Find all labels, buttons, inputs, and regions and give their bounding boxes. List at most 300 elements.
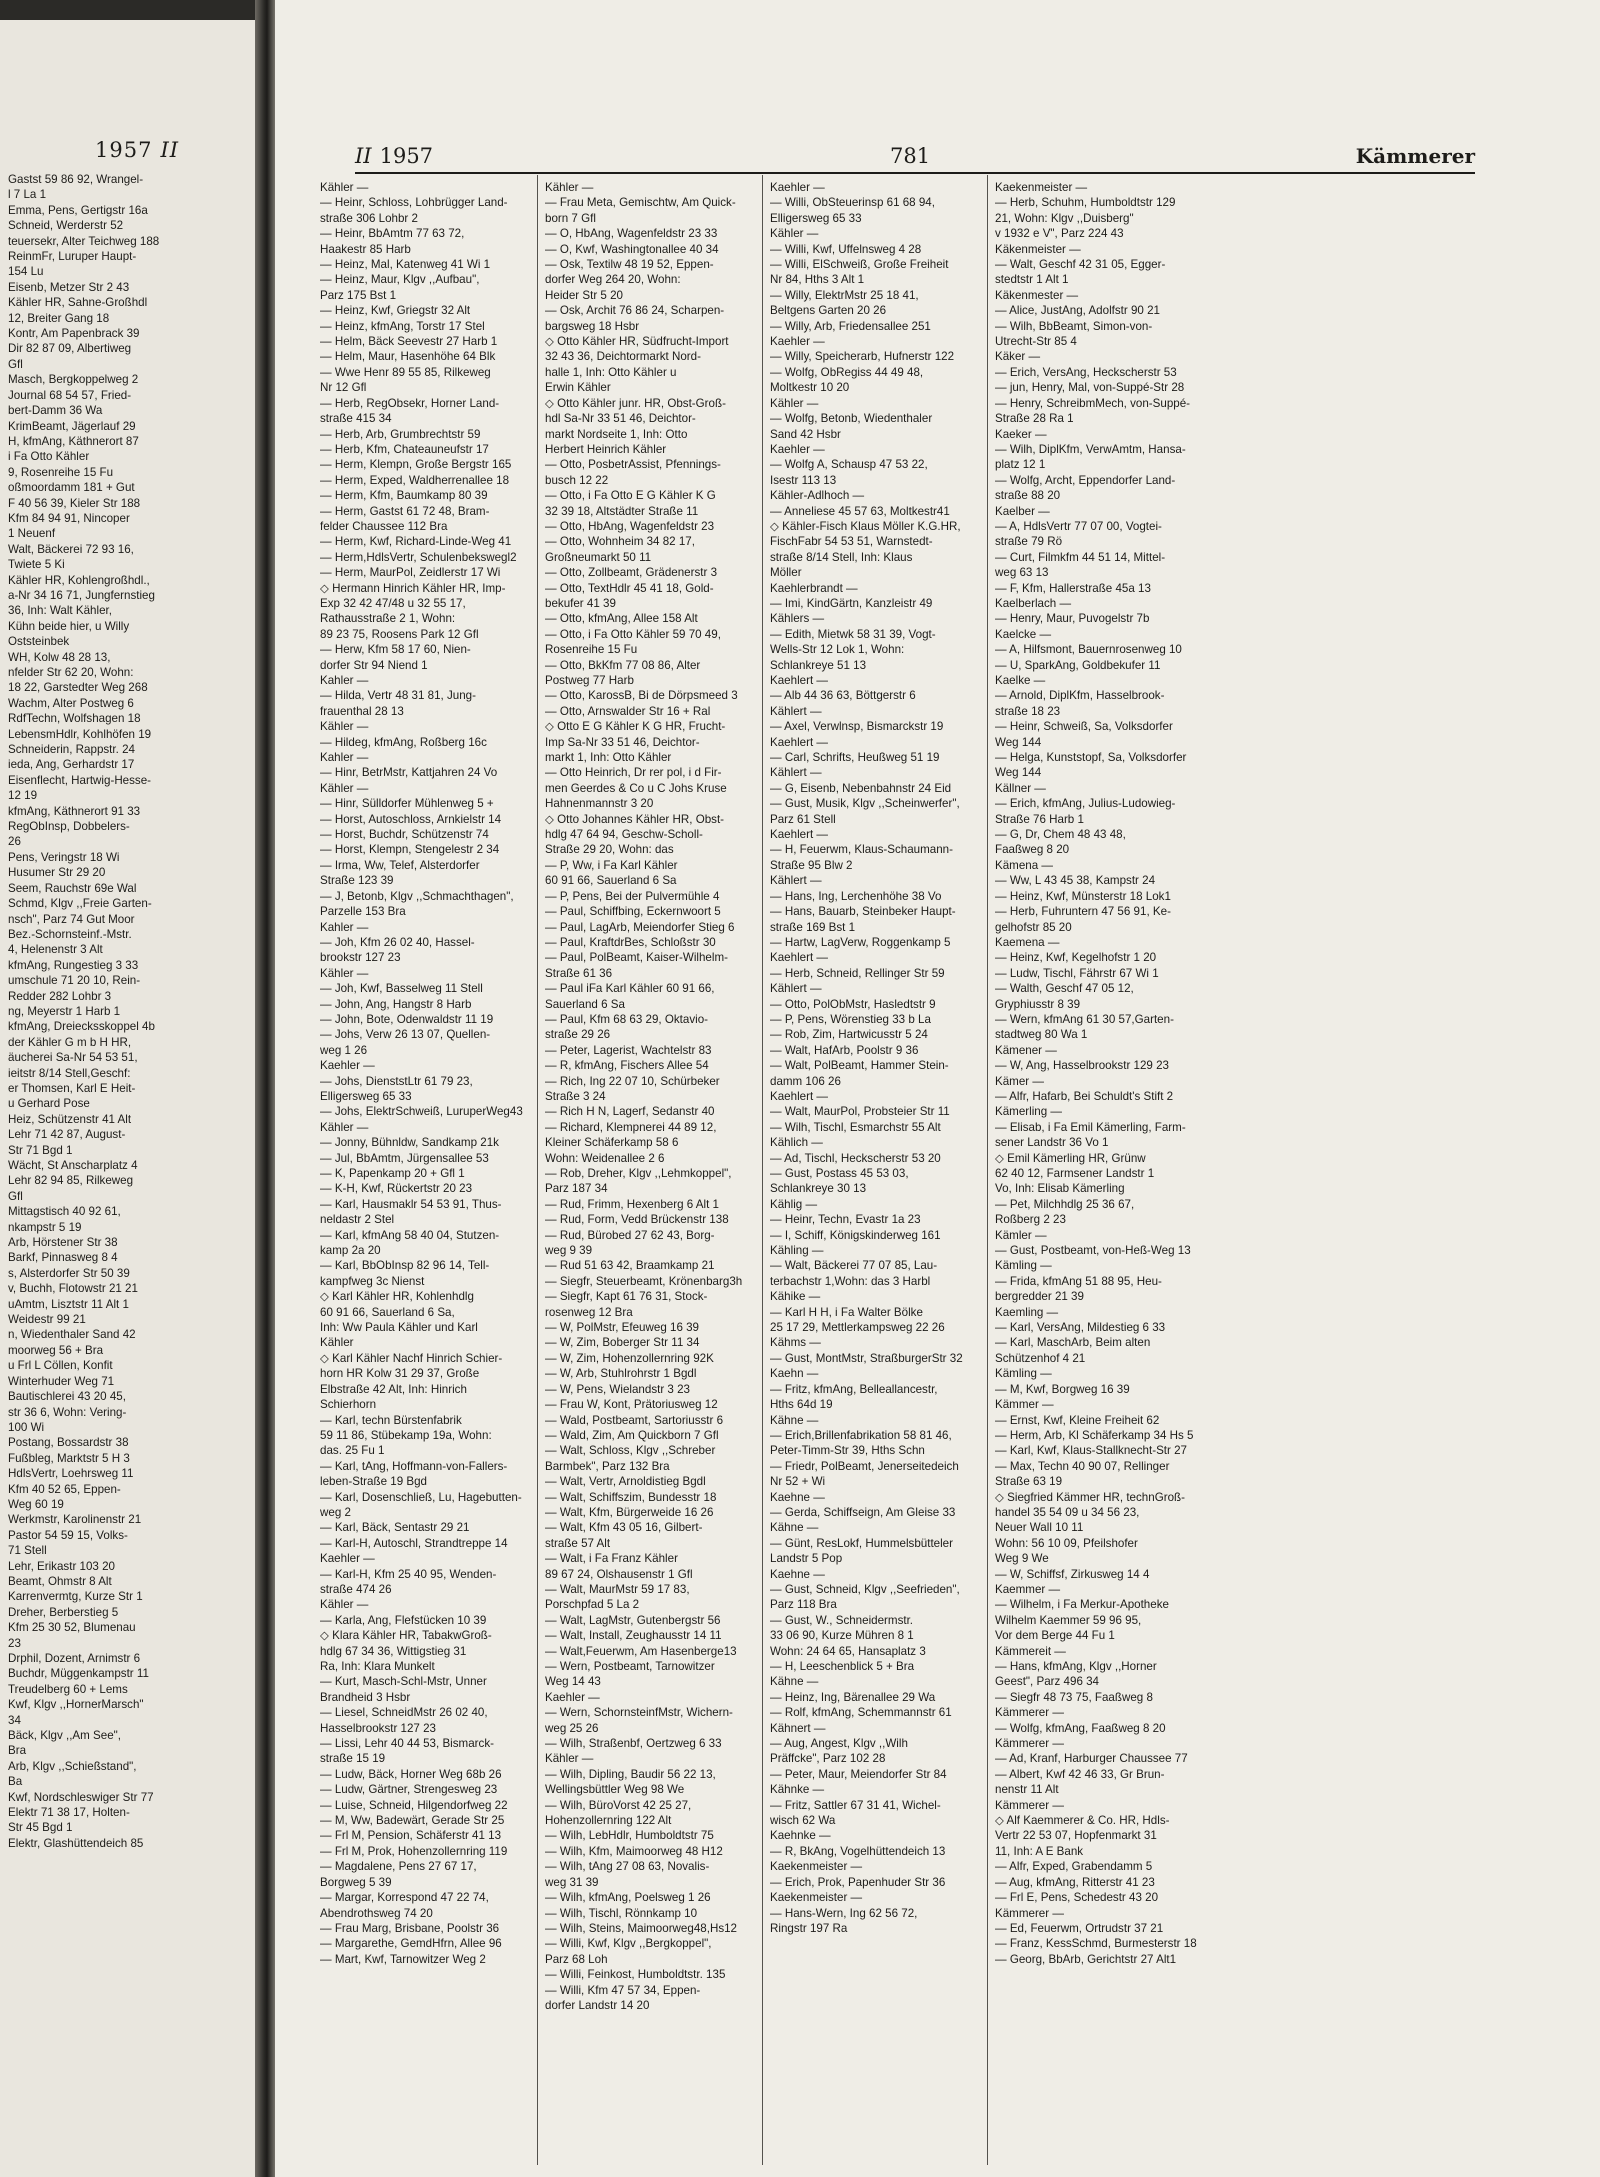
directory-entry-line: — Herm, Kwf, Richard-Linde-Weg 41 [320, 535, 512, 549]
directory-entry-line: — Wern, kfmAng 61 30 57,Garten- [995, 1012, 1174, 1026]
directory-entry-line: Pastor 54 59 15, Volks- [8, 1528, 128, 1542]
directory-entry-line: — Wern, Postbeamt, Tarnowitzer [545, 1660, 715, 1673]
directory-entry-line: — Henry, Maur, Puvogelstr 7b [995, 612, 1150, 626]
directory-entry-line: — Gust, MontMstr, StraßburgerStr 32 [770, 1351, 963, 1365]
directory-entry-line: ieitstr 8/14 Stell,Geschf: [8, 1066, 131, 1080]
directory-entry-line: Kaekenmeister — [770, 1860, 863, 1874]
header-page-label: II [355, 144, 372, 168]
directory-entry-line: — Walt, LagMstr, Gutenbergstr 56 [545, 1613, 721, 1627]
directory-entry-line: Kaehler — [770, 442, 825, 456]
directory-entry-line: — Herb, Arb, Grumbrechtstr 59 [320, 427, 481, 441]
directory-entry-line: 21, Wohn: Klgv ,,Duisberg" [995, 211, 1134, 225]
directory-entry-line: Kämer — [995, 1074, 1044, 1088]
directory-entry-line: Borgweg 5 39 [320, 1875, 392, 1889]
directory-entry-line: — F, Kfm, Hallerstraße 45a 13 [995, 581, 1151, 595]
directory-entry-line: Weg 14 43 [545, 1675, 601, 1689]
directory-entry-line: moorweg 56 + Bra [8, 1343, 104, 1357]
directory-entry-line: Roßberg 2 23 [995, 1213, 1066, 1227]
directory-entry-line: Kaekenmeister — [770, 1891, 863, 1905]
directory-entry-line: Kähler — [545, 1752, 594, 1766]
directory-entry-line: Kahler — [320, 920, 369, 934]
left-page [0, 20, 255, 2177]
page-number: 781 [890, 144, 931, 168]
directory-entry-line: Kaeker — [995, 427, 1047, 441]
directory-entry-line: nsch", Parz 74 Gut Moor [8, 912, 135, 926]
directory-entry-line: — Karla, Ang, Flefstücken 10 39 [320, 1613, 487, 1627]
directory-entry-line: Kämerling — [995, 1105, 1063, 1119]
directory-entry-line: ◇ Karl Kähler HR, Kohlenhdlg [320, 1290, 474, 1304]
directory-entry-line: oßmoordamm 181 + Gut [8, 481, 135, 495]
directory-entry-line: — jun, Henry, Mal, von-Suppé-Str 28 [995, 381, 1185, 395]
directory-entry-line: Peter-Timm-Str 39, Hths Schn [770, 1444, 925, 1458]
directory-entry-line: 11, Inh: A E Bank [995, 1844, 1084, 1858]
directory-entry-line: — Pet, Milchhdlg 25 36 67, [995, 1197, 1135, 1211]
directory-entry-line: uAmtm, Lisztstr 11 Alt 1 [8, 1297, 129, 1311]
directory-entry-line: — Karl, Bäck, Sentastr 29 21 [320, 1521, 470, 1535]
directory-entry-line: Buchdr, Müggenkampstr 11 [8, 1667, 149, 1681]
directory-entry-line: Rosenreihe 15 Fu [545, 643, 638, 657]
directory-entry-line: Wohn: 56 10 09, Pfeilshofer [995, 1536, 1138, 1550]
directory-entry-line: straße 15 19 [320, 1752, 386, 1766]
directory-entry-line: Mittagstisch 40 92 61, [8, 1205, 121, 1219]
directory-entry-line: Wells-Str 12 Lok 1, Wohn: [770, 643, 905, 657]
directory-entry-line: markt Nordseite 1, Inh: Otto [545, 427, 688, 441]
directory-entry-line: — Otto, PosbetrAssist, Pfennings- [545, 458, 721, 472]
directory-entry-line: — Rich, Ing 22 07 10, Schürbeker [545, 1074, 720, 1088]
directory-entry-line: — Johs, DienststLtr 61 79 23, [320, 1074, 473, 1088]
directory-entry-line: — Herb, Schneid, Rellinger Str 59 [770, 966, 945, 980]
directory-entry-line: Kähnert — [770, 1721, 826, 1735]
directory-entry-line: Kählert — [770, 704, 822, 718]
directory-entry-line: — Osk, Textilw 48 19 52, Eppen- [545, 258, 714, 272]
left-header-year: 1957 [95, 138, 153, 162]
directory-entry-line: Weidestr 99 21 [8, 1313, 86, 1327]
directory-entry-line: — Otto, i Fa Otto Kähler 59 70 49, [545, 627, 721, 641]
directory-entry-line: — R, kfmAng, Fischers Allee 54 [545, 1059, 709, 1073]
directory-entry-line: — Erich, kfmAng, Julius-Ludowieg- [995, 797, 1176, 811]
directory-entry-line: 12 19 [8, 789, 38, 803]
directory-entry-line: Kämling — [995, 1367, 1052, 1381]
directory-entry-line: — Otto, KarossB, Bi de Dörpsmeed 3 [545, 689, 738, 703]
directory-entry-line: Schützenhof 4 21 [995, 1351, 1086, 1365]
directory-entry-line: men Geerdes & Co u C Johs Kruse [545, 781, 727, 795]
directory-entry-line: Eisenflecht, Hartwig-Hesse- [8, 773, 152, 787]
directory-entry-line: straße 306 Lohbr 2 [320, 211, 418, 225]
directory-entry-line: — Max, Techn 40 90 07, Rellinger [995, 1459, 1170, 1473]
directory-entry-line: straße 415 34 [320, 412, 392, 426]
directory-entry-line: Kaelberlach — [995, 596, 1072, 610]
directory-entry-line: — Ludw, Bäck, Horner Weg 68b 26 [320, 1767, 502, 1781]
directory-entry-line: Kähler — [320, 181, 369, 194]
column-rule [762, 175, 763, 2165]
directory-entry-line: bargsweg 18 Hsbr [545, 319, 640, 333]
directory-entry-line: HdlsVertr, Loehrsweg 11 [8, 1467, 134, 1481]
directory-entry-line: — Walt, i Fa Franz Kähler [545, 1552, 678, 1566]
directory-entry-line: — Helm, Maur, Hasenhöhe 64 Blk [320, 350, 496, 364]
directory-entry-line: 12, Breiter Gang 18 [8, 311, 110, 325]
directory-entry-line: — Osk, Archit 76 86 24, Scharpen- [545, 304, 725, 318]
directory-entry-line: Moltkestr 10 20 [770, 381, 850, 395]
directory-entry-line: — Wilh, Tischl, Esmarchstr 55 Alt [770, 1120, 941, 1134]
directory-entry-line: Str 45 Bgd 1 [8, 1821, 73, 1835]
directory-entry-line: — Peter, Maur, Meiendorfer Str 84 [770, 1767, 947, 1781]
directory-entry-line: RegObInsp, Dobbelers- [8, 820, 130, 834]
directory-entry-line: Kaehlert — [770, 674, 828, 687]
directory-column-2 [545, 180, 750, 2013]
page-header [355, 138, 1475, 174]
directory-entry-line: ng, Meyerstr 1 Harb 1 [8, 1004, 121, 1018]
directory-entry-line: — Gust, Musik, Klgv ,,Scheinwerfer", [770, 797, 960, 811]
directory-entry-line: — Willi, Kwf, Klgv ,,Bergkoppel", [545, 1937, 712, 1951]
directory-entry-line: — Gust, W., Schneidermstr. [770, 1613, 914, 1627]
directory-entry-line: Oststeinbek [8, 635, 70, 649]
directory-entry-line: 18 22, Garstedter Weg 268 [8, 681, 148, 695]
directory-entry-line: l 7 La 1 [8, 188, 47, 202]
directory-entry-line: nenstr 11 Alt [995, 1783, 1059, 1797]
directory-entry-line: — Heinz, kfmAng, Torstr 17 Stel [320, 319, 485, 333]
directory-entry-line: — Heinr, Schweiß, Sa, Volksdorfer [995, 720, 1173, 734]
directory-entry-line: — W, Arb, Stuhlrohrstr 1 Bgdl [545, 1367, 697, 1381]
directory-entry-line: bekufer 41 39 [545, 596, 616, 610]
directory-entry-line: straße 474 26 [320, 1582, 392, 1596]
directory-entry-line: — Karl, techn Bürstenfabrik [320, 1413, 462, 1427]
directory-entry-line: Abendrothsweg 74 20 [320, 1906, 433, 1920]
directory-entry-line: Barmbek", Parz 132 Bra [545, 1459, 670, 1473]
directory-entry-line: Parz 68 Loh [545, 1952, 608, 1966]
directory-entry-line: Arb, Klgv ,,Schießstand", [8, 1759, 137, 1773]
directory-entry-line: Kaehler — [545, 1690, 600, 1704]
directory-entry-line: — Alfr, Hafarb, Bei Schuldt's Stift 2 [995, 1089, 1174, 1103]
directory-entry-line: markt 1, Inh: Otto Kähler [545, 751, 672, 765]
directory-entry-line: Straße 29 20, Wohn: das [545, 843, 674, 857]
directory-entry-line: — Frl M, Prok, Hohenzollernring 119 [320, 1844, 508, 1858]
directory-entry-line: Weg 144 [995, 766, 1042, 780]
directory-entry-line: Kühn beide hier, u Willy [8, 619, 130, 633]
directory-entry-line: — Herm,HdlsVertr, Schulenbekswegl2 [320, 550, 517, 564]
directory-entry-line: — Herb, Schuhm, Humboldtstr 129 [995, 196, 1176, 210]
directory-entry-line: Kaehn — [770, 1367, 819, 1381]
directory-entry-line: — Paul, LagArb, Meiendorfer Stieg 6 [545, 920, 735, 934]
directory-entry-line: — Wilh, LebHdlr, Humboldtstr 75 [545, 1829, 714, 1843]
directory-entry-line: — Georg, BbArb, Gerichtstr 27 Alt1 [995, 1952, 1177, 1966]
directory-entry-line: — Rolf, kfmAng, Schemmannstr 61 [770, 1706, 952, 1720]
directory-entry-line: horn HR Kolw 31 29 37, Große [320, 1367, 480, 1381]
directory-entry-line: — Hinr, BetrMstr, Kattjahren 24 Vo [320, 766, 498, 780]
directory-entry-line: Kähler — [545, 181, 594, 194]
directory-entry-line: — Ed, Feuerwm, Ortrudstr 37 21 [995, 1921, 1164, 1935]
directory-entry-line: 60 91 66, Sauerland 6 Sa, [320, 1305, 455, 1319]
directory-entry-line: — Karl, VersAng, Mildestieg 6 33 [995, 1321, 1166, 1335]
directory-column-1 [320, 180, 525, 1967]
directory-entry-line: weg 1 26 [320, 1043, 368, 1057]
directory-entry-line: Kähler — [320, 720, 369, 734]
directory-entry-line: Kämmerer — [995, 1737, 1064, 1751]
directory-entry-line: — Willy, ElektrMstr 25 18 41, [770, 288, 919, 302]
directory-entry-line: — Otto Heinrich, Dr rer pol, i d Fir- [545, 766, 722, 780]
directory-entry-line: Kaehlerbrandt — [770, 581, 858, 595]
directory-entry-line: — Otto, PolObMstr, Hasledtstr 9 [770, 997, 936, 1011]
directory-entry-line: — Carl, Schrifts, Heußweg 51 19 [770, 751, 940, 765]
directory-entry-line: busch 12 22 [545, 473, 609, 487]
directory-entry-line: Kaehlert — [770, 828, 828, 842]
directory-entry-line: Elektr, Glashüttendeich 85 [8, 1836, 144, 1850]
directory-entry-line: — Herw, Kfm 58 17 60, Nien- [320, 643, 471, 657]
directory-entry-line: RdfTechn, Wolfshagen 18 [8, 712, 141, 726]
directory-entry-line: — Joh, Kfm 26 02 40, Hassel- [320, 935, 475, 949]
directory-entry-line: — Paul, KraftdrBes, Schloßstr 30 [545, 935, 716, 949]
directory-entry-line: stadtweg 80 Wa 1 [995, 1028, 1088, 1042]
directory-entry-line: Postweg 77 Harb [545, 674, 634, 687]
directory-entry-line: Kaemling — [995, 1305, 1059, 1319]
directory-entry-line: Schlankreye 30 13 [770, 1182, 867, 1196]
directory-entry-line: Beltgens Garten 20 26 [770, 304, 887, 318]
directory-entry-line: Parz 187 34 [545, 1182, 608, 1196]
directory-entry-line: Haakestr 85 Harb [320, 242, 411, 256]
directory-entry-line: — Ludw, Tischl, Fährstr 67 Wi 1 [995, 966, 1159, 980]
directory-entry-line: — K-H, Kwf, Rückertstr 20 23 [320, 1182, 473, 1196]
directory-entry-line: — Ww, L 43 45 38, Kampstr 24 [995, 874, 1156, 888]
directory-entry-line: Kähler — [770, 396, 819, 410]
directory-entry-line: — Liesel, SchneidMstr 26 02 40, [320, 1706, 488, 1720]
directory-entry-line: straße 57 Alt [545, 1536, 611, 1550]
directory-entry-line: Kaehler — [770, 181, 825, 194]
directory-entry-line: Kählert — [770, 982, 822, 996]
directory-entry-line: Straße 76 Harb 1 [995, 812, 1084, 826]
directory-entry-line: — Gust, Postbeamt, von-Heß-Weg 13 [995, 1244, 1191, 1258]
directory-entry-line: — Margar, Korrespond 47 22 74, [320, 1891, 489, 1905]
directory-entry-line: Pens, Veringstr 18 Wi [8, 850, 120, 864]
directory-entry-line: Kfm 25 30 52, Blumenau [8, 1621, 136, 1635]
directory-entry-line: — Gerda, Schiffseign, Am Gleise 33 [770, 1505, 956, 1519]
directory-entry-line: — P, Pens, Wörenstieg 33 b La [770, 1012, 931, 1026]
directory-entry-line: — Otto, i Fa Otto E G Kähler K G [545, 489, 716, 503]
directory-entry-line: — Walt, MaurMstr 59 17 83, [545, 1582, 690, 1596]
directory-entry-line: — Rob, Dreher, Klgv ,,Lehmkoppel", [545, 1167, 732, 1180]
directory-entry-line: — Peter, Lagerist, Wachtelstr 83 [545, 1043, 712, 1057]
directory-entry-line: — K, Papenkamp 20 + Gfl 1 [320, 1167, 465, 1180]
directory-entry-line: — A, HdlsVertr 77 07 00, Vogtei- [995, 519, 1162, 533]
directory-entry-line: — H, Feuerwm, Klaus-Schaumann- [770, 843, 953, 857]
directory-entry-line: — Paul iFa Karl Kähler 60 91 66, [545, 982, 715, 996]
directory-entry-line: 1 Neuenf [8, 527, 56, 541]
directory-entry-line: — Joh, Kwf, Basselweg 11 Stell [320, 982, 483, 996]
directory-entry-line: — Horst, Buchdr, Schützenstr 74 [320, 828, 489, 842]
directory-entry-line: Kaelcke — [995, 627, 1052, 641]
directory-entry-line: — Rud, Bürobed 27 62 43, Borg- [545, 1228, 715, 1242]
directory-entry-line: Kaelber — [995, 504, 1050, 518]
directory-entry-line: ◇ Klara Kähler HR, TabakwGroß- [320, 1629, 492, 1643]
directory-entry-line: ◇ Alf Kaemmerer & Co. HR, Hdls- [995, 1814, 1170, 1828]
book-gutter [255, 0, 275, 2177]
directory-entry-line: H, kfmAng, Käthnerort 87 [8, 434, 139, 448]
directory-entry-line: 154 Lu [8, 265, 44, 279]
directory-entry-line: kamp 2a 20 [320, 1244, 381, 1258]
directory-entry-line: — Herm, Arb, Kl Schäferkamp 34 Hs 5 [995, 1428, 1194, 1442]
directory-entry-line: bergredder 21 39 [995, 1290, 1084, 1304]
directory-entry-line: Kämena — [995, 858, 1053, 872]
directory-entry-line: Bautischlerei 43 20 45, [8, 1390, 126, 1404]
directory-entry-line: Kämling — [995, 1259, 1052, 1273]
directory-entry-line: — Irma, Ww, Telef, Alsterdorfer [320, 858, 480, 872]
directory-entry-line: Kählert — [770, 766, 822, 780]
directory-entry-line: 62 40 12, Farmsener Landstr 1 [995, 1167, 1155, 1180]
directory-entry-line: 60 91 66, Sauerland 6 Sa [545, 874, 677, 888]
directory-entry-line: — Imi, KindGärtn, Kanzleistr 49 [770, 596, 933, 610]
directory-entry-line: ◇ Otto Kähler junr. HR, Obst-Groß- [545, 396, 726, 410]
directory-entry-line: — G, Dr, Chem 48 43 48, [995, 828, 1126, 842]
directory-entry-line: — Aug, Angest, Klgv ,,Wilh [770, 1737, 908, 1751]
directory-entry-line: Nr 84, Hths 3 Alt 1 [770, 273, 865, 287]
directory-entry-line: Kaehlert — [770, 951, 828, 965]
directory-entry-line: s, Alsterdorfer Str 50 39 [8, 1266, 130, 1280]
directory-entry-line: Kähler — [320, 966, 369, 980]
directory-entry-line: n, Wiedenthaler Sand 42 [8, 1328, 136, 1342]
directory-entry-line: 71 Stell [8, 1544, 47, 1558]
directory-entry-line: 32 39 18, Altstädter Straße 11 [545, 504, 699, 518]
directory-entry-line: Utrecht-Str 85 4 [995, 335, 1077, 349]
directory-entry-line: 32 43 36, Deichtormarkt Nord- [545, 350, 701, 364]
directory-entry-line: — Karl, Kwf, Klaus-Stallknecht-Str 27 [995, 1444, 1188, 1458]
directory-entry-line: — Walth, Geschf 47 05 12, [995, 982, 1134, 996]
directory-entry-line: — Wolfg, Betonb, Wiedenthaler [770, 412, 933, 426]
directory-entry-line: 23 [8, 1636, 21, 1650]
directory-entry-line: Käkenmester — [995, 288, 1079, 302]
directory-entry-line: Parz 118 Bra [770, 1598, 837, 1612]
directory-entry-line: — Herb, Fuhruntern 47 56 91, Ke- [995, 905, 1171, 919]
directory-entry-line: — Frida, kfmAng 51 88 95, Heu- [995, 1274, 1162, 1288]
directory-entry-line: Nr 52 + Wi [770, 1475, 826, 1489]
directory-entry-line: 33 06 90, Kurze Mühren 8 1 [770, 1629, 914, 1643]
directory-entry-line: LebensmHdlr, Kohlhöfen 19 [8, 727, 152, 741]
directory-entry-line: str 36 6, Wohn: Vering- [8, 1405, 127, 1419]
directory-entry-line: Kähler-Adlhoch — [770, 489, 865, 503]
directory-entry-line: ieda, Ang, Gerhardstr 17 [8, 758, 135, 772]
directory-entry-line: — Wolfg, ObRegiss 44 49 48, [770, 365, 924, 379]
directory-entry-line: Kähler HR, Kohlengroßhdl., [8, 573, 150, 587]
directory-entry-line: Erwin Kähler [545, 381, 611, 395]
directory-entry-line: straße 79 Rö [995, 535, 1063, 549]
directory-entry-line: — Frl E, Pens, Schedestr 43 20 [995, 1891, 1159, 1905]
directory-entry-line: Parz 175 Bst 1 [320, 288, 397, 302]
directory-entry-line: — Erich, VersAng, Heckscherstr 53 [995, 365, 1177, 379]
directory-entry-line: Dir 82 87 09, Albertiweg [8, 342, 132, 356]
directory-entry-line: — R, BkAng, Vogelhüttendeich 13 [770, 1844, 946, 1858]
directory-entry-line: — Karl, Hausmaklr 54 53 91, Thus- [320, 1197, 502, 1211]
directory-entry-line: Kählig — [770, 1197, 818, 1211]
directory-entry-line: — Alice, JustAng, Adolfstr 90 21 [995, 304, 1160, 318]
directory-entry-line: Landstr 5 Pop [770, 1552, 843, 1566]
directory-entry-line: — Herm, Gastst 61 72 48, Bram- [320, 504, 490, 518]
directory-entry-line: — Wald, Postbeamt, Sartoriusstr 6 [545, 1413, 724, 1427]
directory-entry-line: — Jonny, Bühnldw, Sandkamp 21k [320, 1136, 499, 1150]
directory-entry-line: — H, Leeschenblick 5 + Bra [770, 1660, 915, 1673]
directory-entry-line: Möller [770, 566, 802, 580]
directory-entry-line: — J, Betonb, Klgv ,,Schmachthagen", [320, 889, 514, 903]
column-rule [987, 175, 988, 2165]
directory-entry-line: v 1932 e V", Parz 224 43 [995, 227, 1124, 241]
directory-entry-line: — Henry, SchreibmMech, von-Suppé- [995, 396, 1191, 410]
directory-entry-line: — John, Bote, Odenwaldstr 11 19 [320, 1012, 494, 1026]
directory-entry-line: Kaehne — [770, 1490, 825, 1504]
directory-entry-line: Kähler — [320, 781, 369, 795]
directory-entry-line: straße 18 23 [995, 704, 1061, 718]
directory-entry-line: Parzelle 153 Bra [320, 905, 406, 919]
directory-entry-line: — Herm, Exped, Waldherrenallee 18 [320, 473, 510, 487]
directory-entry-line: — Karl, BbObInsp 82 96 14, Tell- [320, 1259, 490, 1273]
directory-entry-line: Käker — [995, 350, 1041, 364]
directory-entry-line: der Kähler G m b H HR, [8, 1035, 132, 1049]
directory-entry-line: Kwf, Nordschleswiger Str 77 [8, 1790, 154, 1804]
directory-entry-line: gelhofstr 85 20 [995, 920, 1072, 934]
directory-entry-line: ReinmFr, Luruper Haupt- [8, 250, 137, 264]
directory-entry-line: Imp Sa-Nr 33 51 46, Deichtor- [545, 735, 700, 749]
directory-entry-line: Kaelke — [995, 674, 1046, 687]
directory-entry-line: a-Nr 34 16 71, Jungfernstieg [8, 588, 155, 602]
directory-entry-line: — Curt, Filmkfm 44 51 14, Mittel- [995, 550, 1166, 564]
header-left [355, 144, 433, 168]
directory-entry-line: Neuer Wall 10 11 [995, 1521, 1084, 1535]
directory-entry-line: — Kurt, Masch-Schl-Mstr, Unner [320, 1675, 487, 1689]
directory-entry-line: brookstr 127 23 [320, 951, 401, 965]
directory-entry-line: Kaehler — [770, 335, 825, 349]
directory-column-3 [770, 180, 975, 1936]
directory-entry-line: Straße 3 24 [545, 1089, 606, 1103]
directory-entry-line: — Otto, Zollbeamt, Grädenerstr 3 [545, 566, 718, 580]
directory-entry-line: teuersekr, Alter Teichweg 188 [8, 234, 160, 248]
directory-entry-line: Kämler — [995, 1228, 1047, 1242]
directory-entry-line: Sand 42 Hsbr [770, 427, 841, 441]
directory-entry-line: er Thomsen, Karl E Heit- [8, 1081, 136, 1095]
directory-entry-line: — Herm, Klempn, Große Bergstr 165 [320, 458, 512, 472]
directory-entry-line: — Heinr, Schloss, Lohbrügger Land- [320, 196, 508, 210]
directory-entry-line: Wachm, Alter Postweg 6 [8, 696, 134, 710]
directory-entry-line: Weg 144 [995, 735, 1042, 749]
directory-entry-line: — Otto, Arnswalder Str 16 + Ral [545, 704, 711, 718]
directory-entry-line: — Heinz, Kwf, Münsterstr 18 Lok1 [995, 889, 1171, 903]
directory-entry-line: Gfl [8, 357, 23, 371]
directory-entry-line: — Karl, MaschArb, Beim alten [995, 1336, 1151, 1350]
directory-entry-line: 25 17 29, Mettlerkampsweg 22 26 [770, 1321, 945, 1335]
directory-entry-line: WH, Kolw 48 28 13, [8, 650, 111, 664]
directory-entry-line: — Lissi, Lehr 40 44 53, Bismarck- [320, 1737, 494, 1751]
directory-entry-line: Schneiderin, Rappstr. 24 [8, 743, 135, 757]
directory-entry-line: — Karl, kfmAng 58 40 04, Stutzen- [320, 1228, 500, 1242]
directory-entry-line: Ra, Inh: Klara Munkelt [320, 1660, 435, 1673]
directory-entry-line: — Ad, Kranf, Harburger Chaussee 77 [995, 1752, 1188, 1766]
directory-entry-line: — Otto, TextHdlr 45 41 18, Gold- [545, 581, 714, 595]
directory-entry-line: — Fritz, kfmAng, Belleallancestr, [770, 1382, 938, 1396]
directory-entry-line: Brandheid 3 Hsbr [320, 1690, 411, 1704]
directory-entry-line: Kaehler — [320, 1552, 375, 1566]
directory-entry-line: Wohn: Weidenallee 2 6 [545, 1151, 665, 1165]
directory-entry-line: Nr 12 Gfl [320, 381, 367, 395]
directory-entry-line: kfmAng, Käthnerort 91 33 [8, 804, 141, 818]
directory-entry-line: Rathausstraße 2 1, Wohn: [320, 612, 456, 626]
column-rule [537, 175, 538, 2165]
directory-entry-line: — Alfr, Exped, Grabendamm 5 [995, 1860, 1153, 1874]
directory-entry-line: — Wilh, DiplKfm, VerwAmtm, Hansa- [995, 442, 1186, 456]
directory-entry-line: Werkmstr, Karolinenstr 21 [8, 1513, 142, 1527]
directory-entry-line: nkampstr 5 19 [8, 1220, 82, 1234]
directory-entry-line: — M, Ww, Badewärt, Gerade Str 25 [320, 1814, 505, 1828]
directory-entry-line: Drphil, Dozent, Arnimstr 6 [8, 1652, 141, 1665]
directory-entry-line: — Walt, Vertr, Arnoldistieg Bgdl [545, 1475, 706, 1489]
directory-entry-line: — Willi, ObSteuerinsp 61 68 94, [770, 196, 935, 210]
directory-entry-line: 89 67 24, Olshausenstr 1 Gfl [545, 1567, 693, 1581]
directory-entry-line: Kähler [320, 1336, 354, 1350]
directory-entry-line: weg 63 13 [995, 566, 1049, 580]
directory-entry-line: Eisenb, Metzer Str 2 43 [8, 280, 130, 294]
